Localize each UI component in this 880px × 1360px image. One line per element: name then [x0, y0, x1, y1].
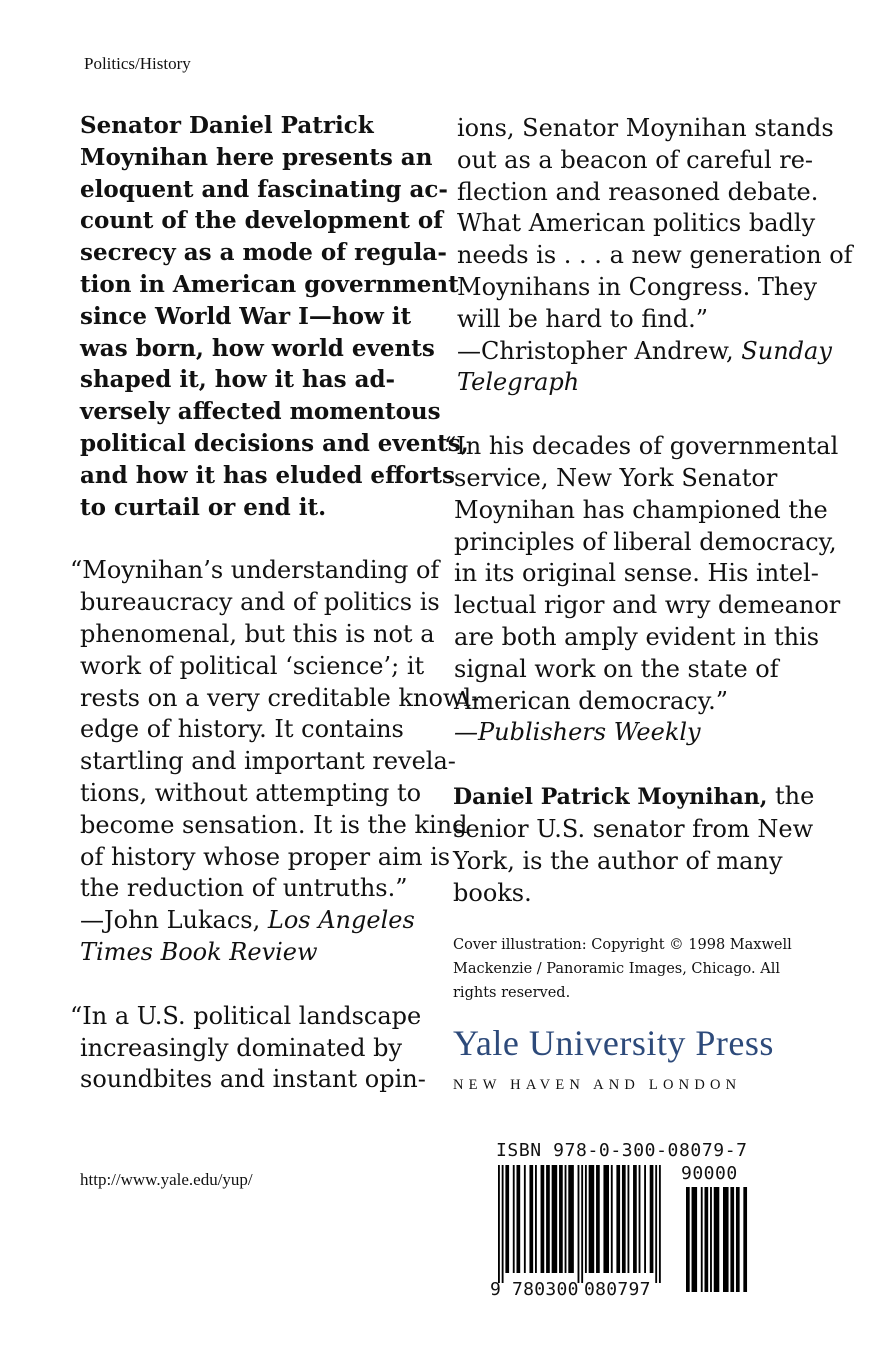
- quote-line: needs is . . . a new generation of: [457, 241, 853, 270]
- attribution-source: Sunday: [741, 336, 832, 365]
- lead-line: count of the development of: [80, 207, 444, 235]
- quote-line: soundbites and instant opin-: [80, 1065, 426, 1094]
- barcode-bar: [546, 1165, 550, 1273]
- lead-line: Senator Daniel Patrick: [80, 112, 374, 139]
- credit-line: Cover illustration: Copyright © 1998 Maxwell: [453, 937, 792, 953]
- barcode-bar: [723, 1187, 729, 1292]
- barcode-bar: [581, 1165, 583, 1283]
- bio-line: senior U.S. senator from New: [453, 814, 814, 843]
- barcode-bar: [603, 1165, 609, 1273]
- ean-first-digit: 9: [490, 1279, 501, 1300]
- quote-attribution: —Publishers Weekly: [454, 718, 701, 747]
- lead-line: and how it has eluded efforts: [80, 461, 455, 489]
- author-name: Daniel Patrick Moynihan,: [453, 784, 768, 811]
- cover-credit: [453, 933, 793, 1005]
- barcode-bar: [535, 1165, 537, 1273]
- quote-line: lectual rigor and wry demeanor: [454, 591, 841, 620]
- quote-line: in its original sense. His intel-: [454, 559, 819, 588]
- quote-line: principles of liberal democracy,: [454, 527, 837, 556]
- lead-line: secrecy as a mode of regula-: [80, 239, 447, 267]
- lead-line: since World War I—how it: [80, 302, 412, 330]
- quote-line: startling and important revela-: [80, 747, 456, 776]
- lead-description: [80, 110, 469, 523]
- barcode-bar: [686, 1187, 690, 1292]
- barcode-bar: [502, 1165, 504, 1283]
- category-label: Politics/History: [84, 54, 191, 73]
- price-addon-barcode: [686, 1187, 747, 1292]
- barcode-bar: [639, 1165, 641, 1273]
- barcode-bar: [736, 1187, 740, 1292]
- barcode-bar: [596, 1165, 600, 1273]
- barcode-bar: [578, 1165, 580, 1283]
- bio-line: York, is the author of many: [453, 846, 783, 875]
- lead-line: to curtail or end it.: [80, 493, 327, 521]
- quote-line: tions, without attempting to: [80, 778, 422, 807]
- lead-line: shaped it, how it has ad-: [80, 366, 396, 394]
- lead-line: was born, how world events: [80, 334, 435, 362]
- quote-line: “In a U.S. political landscape: [70, 1001, 422, 1030]
- lead-line: tion in American government: [80, 270, 459, 298]
- attribution-source: Times Book Review: [80, 937, 318, 966]
- barcode-bar: [611, 1165, 613, 1273]
- quote-attribution: [457, 336, 832, 368]
- publisher-location: NEW HAVEN AND LONDON: [453, 1077, 742, 1093]
- barcode-bar: [655, 1165, 657, 1283]
- barcode-bar: [517, 1165, 521, 1273]
- quote-line: ions, Senator Moynihan stands: [457, 114, 834, 142]
- quote-line: become sensation. It is the kind: [80, 810, 468, 839]
- barcode-bar: [743, 1187, 747, 1292]
- barcode-bar: [498, 1165, 500, 1283]
- quote-line: signal work on the state of: [454, 654, 779, 683]
- left-column: [70, 110, 480, 1096]
- barcode-bar: [622, 1165, 626, 1273]
- ean-left-digits: 780300: [512, 1279, 579, 1300]
- barcode-bar: [710, 1187, 712, 1292]
- barcode-bar: [505, 1165, 509, 1273]
- barcode-bar: [701, 1187, 703, 1292]
- quote-attribution: [70, 905, 440, 937]
- attribution-author: —Christopher Andrew,: [457, 336, 742, 365]
- lead-line: eloquent and fascinating ac-: [80, 175, 448, 203]
- quote-publishers-weekly: [444, 431, 841, 749]
- barcode-bar: [541, 1165, 545, 1273]
- barcode-bar: [524, 1165, 526, 1273]
- lead-line: political decisions and events,: [80, 429, 469, 457]
- quote-line: service, New York Senator: [454, 463, 778, 492]
- isbn-number: ISBN 978-0-300-08079-7: [496, 1140, 748, 1161]
- quote-line: the reduction of untruths.”: [80, 874, 408, 903]
- lead-line: Moynihan here presents an: [80, 143, 433, 171]
- barcode-bar: [513, 1165, 515, 1273]
- barcode-bar: [559, 1165, 563, 1273]
- barcode-bar: [552, 1165, 558, 1273]
- quote-line: increasingly dominated by: [80, 1033, 403, 1062]
- quote-line: American democracy.”: [454, 686, 728, 715]
- barcode-bar: [585, 1165, 587, 1273]
- quote-line: bureaucracy and of politics is: [80, 588, 440, 617]
- quote-line: are both amply evident in this: [454, 622, 820, 651]
- quote-line: out as a beacon of careful re-: [457, 145, 814, 174]
- quote-line: work of political ‘science’; it: [80, 651, 425, 680]
- quote-lukacs: [70, 555, 480, 968]
- barcode-bar: [714, 1187, 720, 1292]
- quote-line: What American politics badly: [457, 209, 816, 238]
- attribution-source: Los Angeles: [267, 906, 415, 935]
- barcode-bar: [659, 1165, 661, 1283]
- quote-line: edge of history. It contains: [80, 715, 404, 744]
- quote-line: Moynihans in Congress. They: [457, 272, 818, 301]
- quote-andrew-start: [70, 1001, 440, 1096]
- attribution-author: —John Lukacs,: [80, 906, 268, 935]
- credit-line: rights reserved.: [453, 985, 571, 1001]
- quote-andrew-continued: [457, 113, 853, 399]
- barcode-bar: [529, 1165, 533, 1273]
- barcode-bar: [692, 1187, 698, 1292]
- publisher-name: Yale University Press: [453, 1023, 774, 1063]
- quote-line: “In his decades of governmental: [444, 432, 839, 461]
- quote-line: “Moynihan’s understanding of: [70, 556, 440, 585]
- lead-line: versely affected momentous: [80, 398, 441, 426]
- website-url: http://www.yale.edu/yup/: [80, 1170, 253, 1189]
- barcode-bar: [616, 1165, 620, 1273]
- quote-line: rests on a very creditable knowl-: [80, 683, 480, 712]
- quote-line: Moynihan has championed the: [454, 495, 828, 524]
- credit-line: Mackenzie / Panoramic Images, Chicago. All: [453, 961, 780, 977]
- bio-line: books.: [453, 878, 532, 907]
- bio-line: Daniel Patrick Moynihan, the: [453, 782, 815, 811]
- quote-line: of history whose proper aim is: [80, 842, 451, 871]
- right-column: [444, 113, 853, 909]
- barcode-bar: [568, 1165, 574, 1273]
- ean-right-digits: 080797: [584, 1279, 651, 1300]
- quote-line: will be hard to find.”: [457, 304, 709, 333]
- barcode-bar: [565, 1165, 567, 1273]
- price-code: 90000: [681, 1163, 738, 1184]
- ean-barcode: [498, 1165, 661, 1283]
- barcode-bar: [628, 1165, 630, 1273]
- quote-line: flection and reasoned debate.: [457, 177, 819, 206]
- barcode-bar: [730, 1187, 734, 1292]
- barcode-bar: [650, 1165, 654, 1273]
- author-bio: [453, 781, 815, 909]
- barcode-bar: [633, 1165, 637, 1273]
- barcode-bar: [705, 1187, 709, 1292]
- attribution-source: Telegraph: [457, 368, 580, 397]
- quote-line: phenomenal, but this is not a: [80, 619, 435, 648]
- barcode-bar: [644, 1165, 646, 1273]
- barcode-bar: [589, 1165, 595, 1273]
